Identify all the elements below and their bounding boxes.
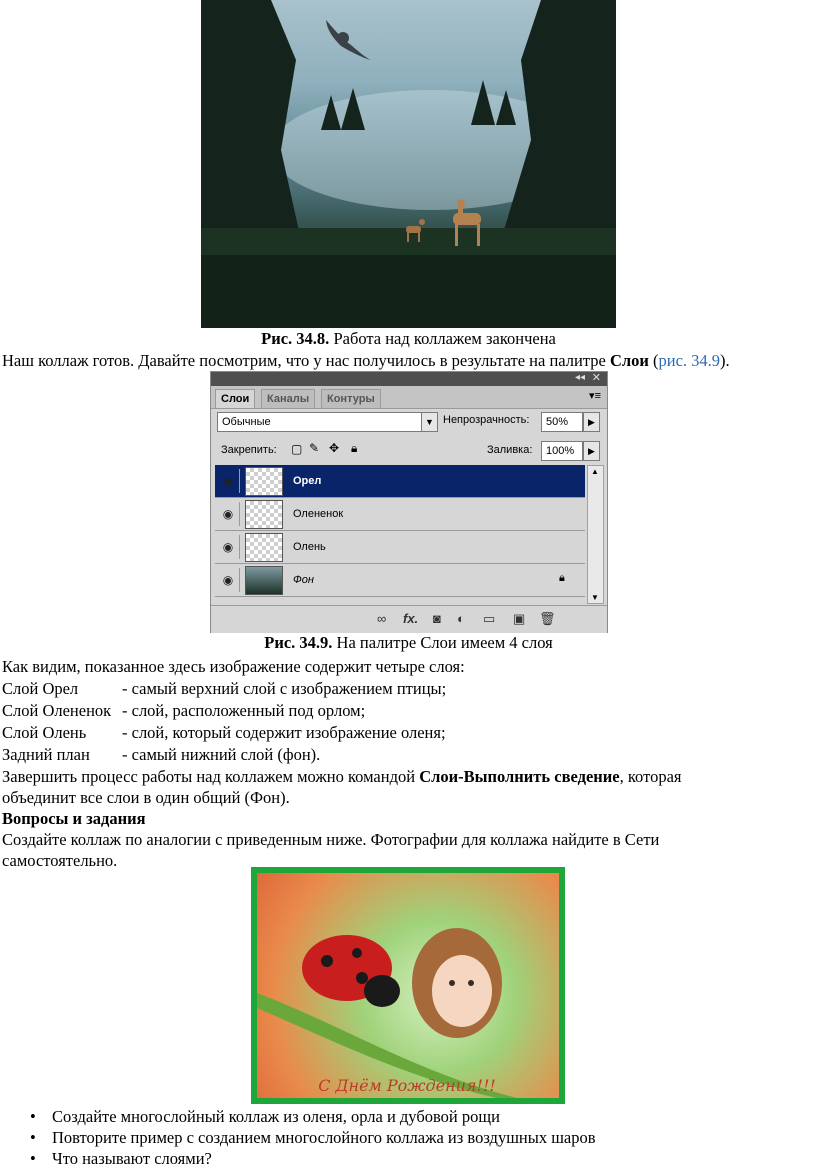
layer-thumbnail bbox=[245, 533, 283, 562]
layer-name: Олененок bbox=[293, 508, 344, 520]
eye-icon[interactable]: ◉ bbox=[217, 469, 240, 493]
palette-bottom-toolbar bbox=[211, 605, 607, 633]
lock-brush-icon[interactable]: ✎ bbox=[309, 441, 320, 455]
layer-row-eagle[interactable] bbox=[215, 465, 585, 498]
blend-mode-value: Обычные bbox=[222, 416, 271, 428]
layer-lock-icon: 🔒︎ bbox=[559, 572, 565, 584]
fill-label: Заливка: bbox=[487, 444, 533, 456]
fill-value: 100% bbox=[546, 445, 575, 457]
layer-row-background[interactable] bbox=[215, 564, 585, 597]
layers-palette bbox=[210, 371, 608, 633]
ladybug-collage-image bbox=[251, 867, 565, 1104]
opacity-input[interactable] bbox=[541, 412, 583, 432]
opacity-value: 50% bbox=[546, 416, 569, 428]
layer-mask-icon[interactable]: ◙ bbox=[433, 611, 441, 626]
paragraph-flatten: Завершить процесс работы над коллажем можно командой Слои-Выполнить сведение, которая bbox=[2, 767, 682, 786]
blend-mode-select[interactable] bbox=[217, 412, 429, 432]
lock-label: Закрепить: bbox=[221, 444, 277, 456]
lock-move-icon[interactable]: ✥ bbox=[329, 441, 340, 455]
layers-scrollbar[interactable] bbox=[587, 465, 604, 604]
section-heading: Вопросы и задания bbox=[2, 809, 146, 828]
layer-thumbnail bbox=[245, 467, 283, 496]
palette-menu-icon[interactable]: ▾≡ bbox=[589, 390, 601, 402]
intro-paragraph: Наш коллаж готов. Давайте посмотрим, что у нас получилось в результате на палитре Слои (рис. 34.9). bbox=[2, 351, 730, 370]
layer-thumbnail bbox=[245, 500, 283, 529]
close-icon[interactable]: ✕ bbox=[591, 372, 601, 384]
layer-row-fawn[interactable] bbox=[215, 498, 585, 531]
paragraph-layers-count: Как видим, показанное здесь изображение содержит четыре слоя: bbox=[2, 657, 465, 676]
list-item: • Повторите пример с созданием многослойного коллажа из воздушных шаров bbox=[0, 1127, 596, 1148]
scroll-down-icon[interactable]: ▼ bbox=[591, 593, 599, 602]
collage-greeting: С Днём Рождения!!! bbox=[318, 1076, 496, 1095]
forest-collage-photo bbox=[201, 0, 616, 328]
paragraph-task: Создайте коллаж по аналогии с приведенным ниже. Фотографии для коллажа найдите в Сети bbox=[2, 830, 660, 849]
layer-name: Фон bbox=[293, 574, 314, 586]
list-item: • Создайте многослойный коллаж из оленя, орла и дубовой рощи bbox=[0, 1106, 596, 1127]
palette-tabs bbox=[211, 386, 607, 409]
fill-input[interactable] bbox=[541, 441, 583, 461]
figure-link[interactable]: рис. 34.9 bbox=[658, 351, 721, 370]
layer-name: Орел bbox=[293, 475, 322, 487]
fx-icon[interactable]: fx. bbox=[403, 611, 419, 626]
opacity-label: Непрозрачность: bbox=[443, 414, 530, 426]
collage-background bbox=[257, 873, 559, 1098]
scroll-up-icon[interactable]: ▲ bbox=[591, 467, 599, 476]
girl-portrait-illustration bbox=[412, 928, 502, 1038]
collapse-icon[interactable]: ◂◂ bbox=[574, 372, 585, 383]
new-layer-icon[interactable]: ▣ bbox=[513, 611, 526, 626]
tab-paths[interactable]: Контуры bbox=[321, 389, 381, 408]
blend-mode-dropdown-icon[interactable]: ▼ bbox=[421, 412, 438, 432]
eye-icon[interactable]: ◉ bbox=[217, 535, 240, 559]
figure-caption-34-8: Рис. 34.8. Работа над коллажем закончена bbox=[261, 329, 556, 348]
trash-icon[interactable]: 🗑︎ bbox=[539, 611, 556, 626]
layer-name: Олень bbox=[293, 541, 326, 553]
fill-arrow-icon[interactable]: ▶ bbox=[583, 441, 600, 461]
layer-row-deer[interactable] bbox=[215, 531, 585, 564]
eye-icon[interactable]: ◉ bbox=[217, 502, 240, 526]
paragraph-flatten-cont: объединит все слои в один общий (Фон). bbox=[2, 788, 290, 807]
opacity-arrow-icon[interactable]: ▶ bbox=[583, 412, 600, 432]
palette-titlebar bbox=[211, 372, 607, 386]
lock-all-icon[interactable]: 🔒︎ bbox=[351, 441, 358, 455]
group-folder-icon[interactable]: ▭ bbox=[483, 611, 496, 626]
collage-scene bbox=[257, 873, 559, 1098]
eagle bbox=[326, 20, 371, 60]
list-item: • Что называют слоями? bbox=[0, 1148, 596, 1169]
lock-transparency-icon[interactable]: ▢ bbox=[291, 442, 303, 456]
adjustment-layer-icon[interactable]: ◐ bbox=[457, 611, 465, 626]
eye-icon[interactable]: ◉ bbox=[217, 568, 240, 592]
ladybug-illustration bbox=[302, 935, 400, 1007]
paragraph-task-cont: самостоятельно. bbox=[2, 851, 118, 870]
layer-desc-row: Слой Орел - самый верхний слой с изображением птицы; bbox=[2, 679, 447, 698]
forest-scene bbox=[201, 0, 616, 328]
figure-caption-34-9: Рис. 34.9. На палитре Слои имеем 4 слоя bbox=[264, 633, 553, 652]
tab-layers[interactable]: Слои bbox=[215, 389, 255, 408]
link-layers-icon[interactable]: ∞ bbox=[377, 611, 387, 626]
layer-desc-row: Слой Олень - слой, который содержит изображение оленя; bbox=[2, 723, 446, 742]
layer-desc-row: Слой Олененок - слой, расположенный под орлом; bbox=[2, 701, 366, 720]
task-bullet-list bbox=[0, 1106, 596, 1169]
tab-channels[interactable]: Каналы bbox=[261, 389, 315, 408]
layer-desc-row: Задний план - самый нижний слой (фон). bbox=[2, 745, 321, 764]
layer-thumbnail bbox=[245, 566, 283, 595]
